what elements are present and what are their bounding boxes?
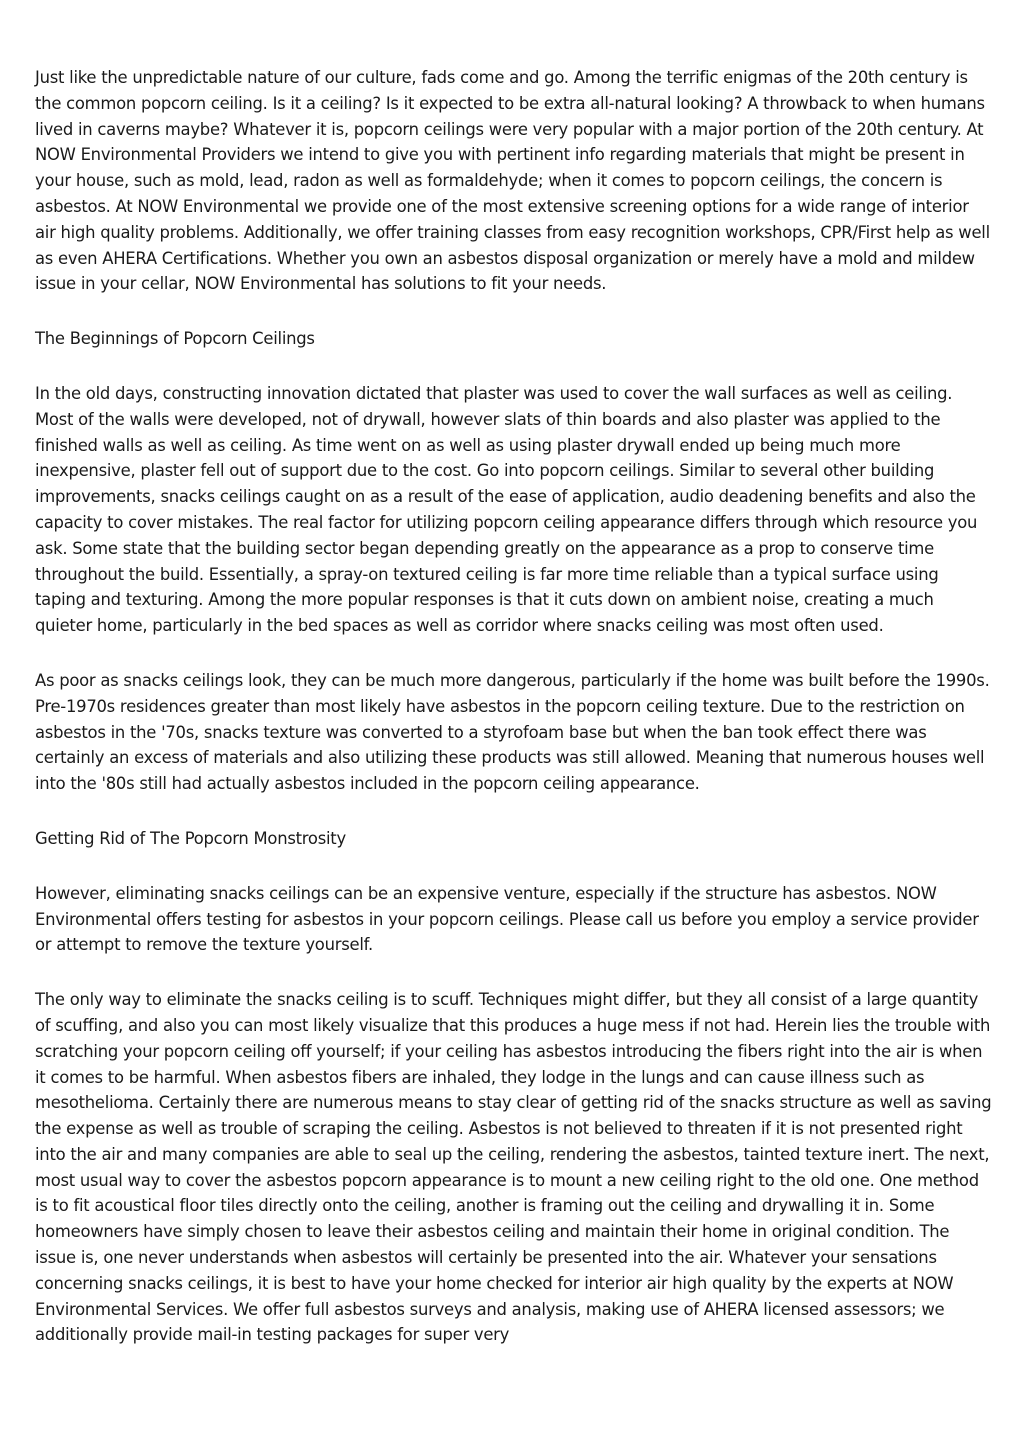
paragraph-history: In the old days, constructing innovation dictated that plaster was used to cover the wall surfaces as well as ceiling. Most of the walls were developed, not of drywall, however slats of thin boards and also plaster was applied to the finished walls as well as ceiling. As time went on as well as using plaster drywall ended up being much more inexpensive, plaster fell out of support due to the cost. Go into popcorn ceilings. Similar to several other building improvements, snacks ceilings caught on as a result of the ease of application, audio deadening benefits and also the capacity to cover mistakes. The real factor for utilizing popcorn ceiling appearance differs through which resource you ask. Some state that the building sector began depending greatly on the appearance as a prop to conserve time throughout the build. Essentially, a spray-on textured ceiling is far more time reliable than a typical surface using taping and texturing. Among the more popular responses is that it cuts down on ambient noise, creating a much quieter home, particularly in the bed spaces as well as corridor where snacks ceiling was most often used. (35, 383, 978, 636)
document-body (35, 65, 993, 1377)
section-heading-beginnings: The Beginnings of Popcorn Ceilings (35, 329, 315, 349)
paragraph-removal: The only way to eliminate the snacks ceiling is to scuff. Techniques might differ, but they all consist of a large quantity of scuffing, and also you can most likely visualize that this produces a huge mess if not had. Herein lies the trouble with scratching your popcorn ceiling off yourself; if your ceiling has asbestos introducing the fibers right into the air is when it comes to be harmful. When asbestos fibers are inhaled, they lodge in the lungs and can cause illness such as mesothelioma. Certainly there are numerous means to stay clear of getting rid of the snacks structure as well as saving the expense as well as trouble of scraping the ceiling. Asbestos is not believed to threaten if it is not presented right into the air and many companies are able to seal up the ceiling, rendering the asbestos, tainted texture inert. The next, most usual way to cover the asbestos popcorn appearance is to mount a new ceiling right to the old one. One method is to fit acoustical floor tiles directly onto the ceiling, another is framing out the ceiling and drywalling it in. Some homeowners have simply chosen to leave their asbestos ceiling and maintain their home in original condition. The issue is, one never understands when asbestos will certainly be presented into the air. Whatever your sensations concerning snacks ceilings, it is best to have your home checked for interior air high quality by the experts at NOW Environmental Services. We offer full asbestos surveys and analysis, making use of AHERA licensed assessors; we additionally provide mail-in testing packages for super very (35, 990, 992, 1345)
section-heading-getting-rid: Getting Rid of The Popcorn Monstrosity (35, 828, 346, 848)
intro-paragraph: Just like the unpredictable nature of our culture, fads come and go. Among the terrific enigmas of the 20th century is the common popcorn ceiling. Is it a ceiling? Is it expected to be extra all-natural looking? A throwback to when humans lived in caverns maybe? Whatever it is, popcorn ceilings were very popular with a major portion of the 20th century. At NOW Environmental Providers we intend to give you with pertinent info regarding materials that might be present in your house, such as mold, lead, radon as well as formaldehyde; when it comes to popcorn ceilings, the concern is asbestos. At NOW Environmental we provide one of the most extensive screening options for a wide range of interior air high quality problems. Additionally, we offer training classes from easy recognition workshops, CPR/First help as well as even AHERA Certifications. Whether you own an asbestos disposal organization or merely have a mold and mildew issue in your cellar, NOW Environmental has solutions to fit your needs. (35, 68, 990, 294)
paragraph-danger: As poor as snacks ceilings look, they can be much more dangerous, particularly if the home was built before the 1990s. Pre-1970s residences greater than most likely have asbestos in the popcorn ceiling texture. Due to the restriction on asbestos in the '70s, snacks texture was converted to a styrofoam base but when the ban took effect there was certainly an excess of materials and also utilizing these products was still allowed. Meaning that numerous houses well into the '80s still had actually asbestos included in the popcorn ceiling appearance. (35, 670, 990, 794)
paragraph-testing: However, eliminating snacks ceilings can be an expensive venture, especially if the structure has asbestos. NOW Environmental offers testing for asbestos in your popcorn ceilings. Please call us before you employ a service provider or attempt to remove the texture yourself. (35, 883, 979, 955)
